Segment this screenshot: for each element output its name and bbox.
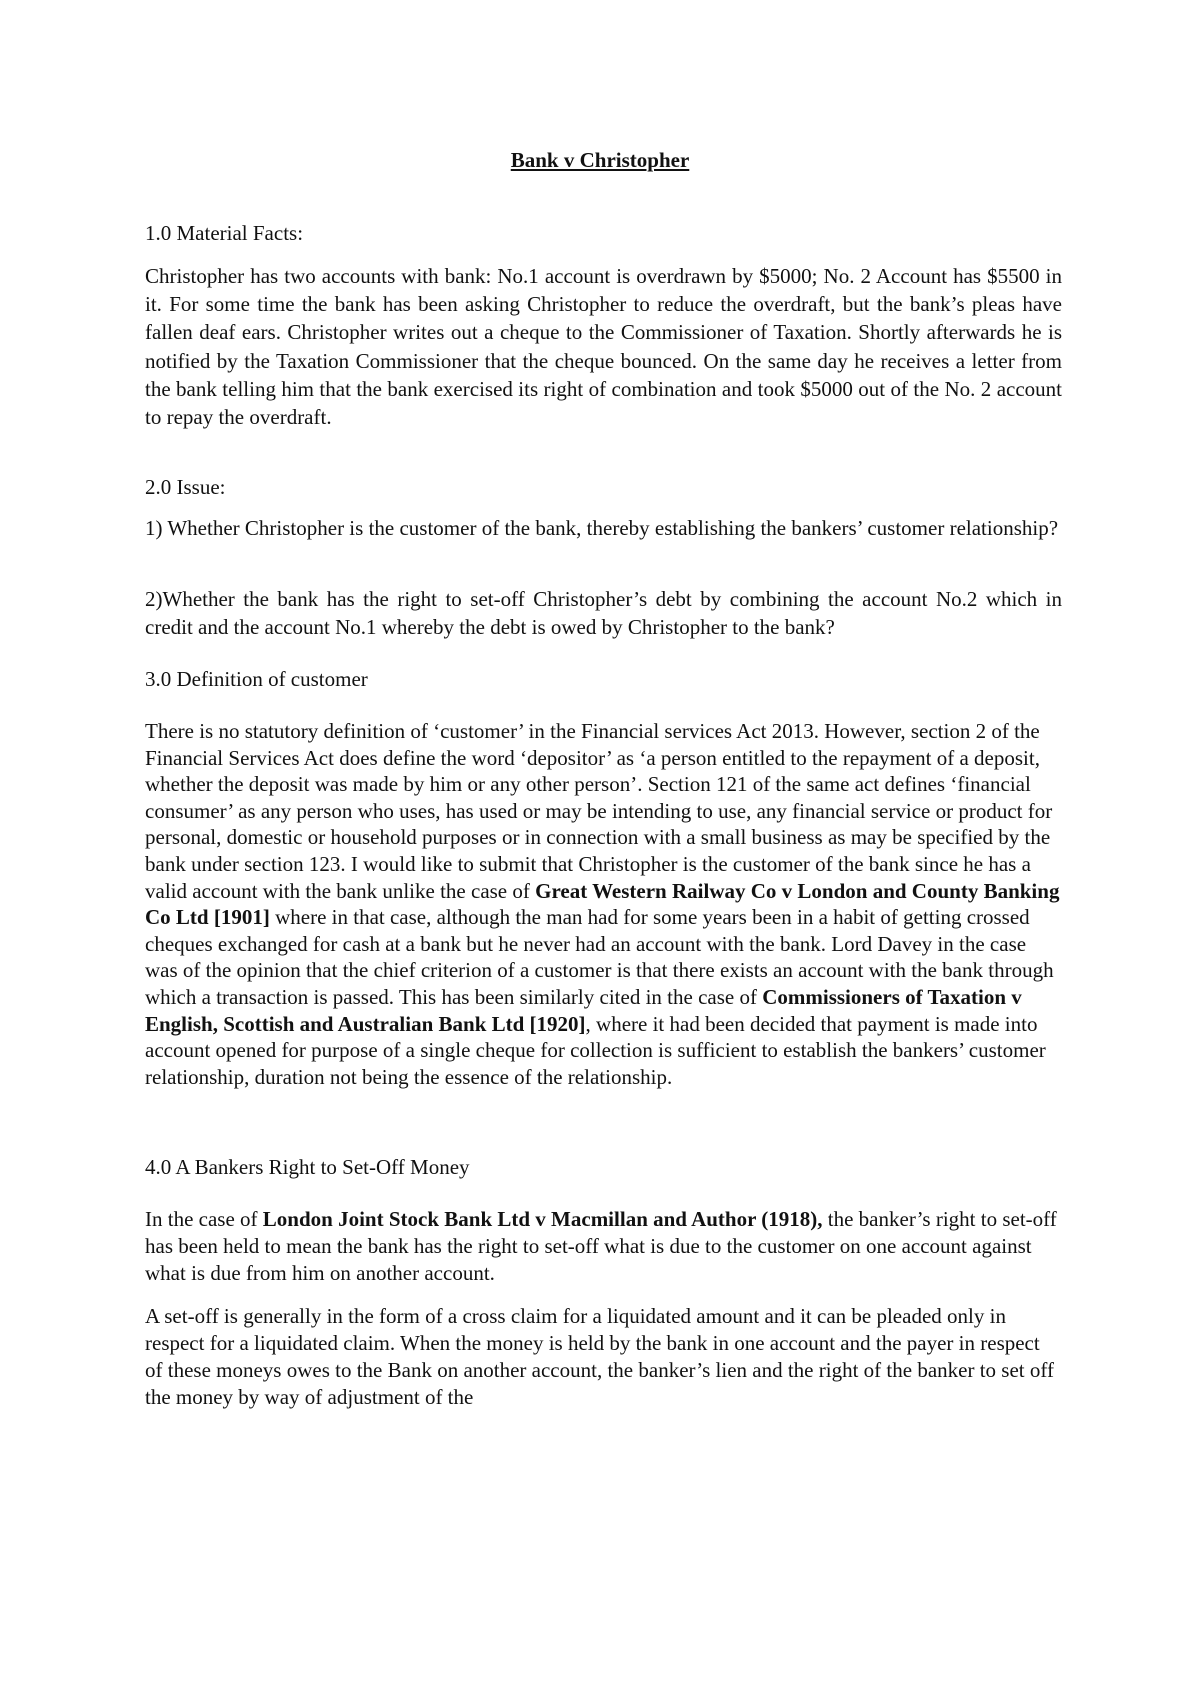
case-citation-london-joint-stock: London Joint Stock Bank Ltd v Macmillan and Author (1918), <box>262 1207 823 1231</box>
case-citation-commissioners-of-taxation: Commissioners of Taxation v English, Scottish and Australian Bank Ltd [1920] <box>145 984 1022 1036</box>
section-3 <box>145 665 1062 693</box>
issue-2-paragraph: 2)Whether the bank has the right to set-off Christopher’s debt by combining the account No.2 which in credit and the account No.1 whereby the debt is owed by Christopher to the bank? <box>145 587 1062 640</box>
section-1-body <box>145 262 1062 431</box>
document-title: Bank v Christopher <box>510 148 690 172</box>
section-3-body <box>145 718 1062 1090</box>
issue-1-paragraph: 1) Whether Christopher is the customer of the bank, thereby establishing the bankers’ customer relationship? <box>145 516 1059 540</box>
set-off-paragraph-1 <box>145 1206 1062 1287</box>
section-4 <box>145 1153 1062 1181</box>
set-off-paragraph-2: A set-off is generally in the form of a cross claim for a liquidated amount and it can be pleaded only in respect for a liquidated claim. When the money is held by the bank in one account and the payer in respect of these moneys owes to the Bank on another account, the banker’s lien and the right of the banker to set off the money by way of adjustment of the <box>145 1304 1054 1409</box>
set-off-text-post: the banker’s right to set-off has been held to mean the bank has the right to set-off what is due to the customer on one account against what is due from him on another account. <box>145 1207 1057 1285</box>
section-heading-definition-of-customer: 3.0 Definition of customer <box>145 667 368 691</box>
definition-text-part-3: , where it had been decided that payment is made into account opened for purpose of a single cheque for collection is sufficient to establish the bankers’ customer relationship, duration not being the essence of the relationship. <box>145 1011 1046 1089</box>
definition-text-part-2: where in that case, although the man had for some years been in a habit of getting crossed cheques exchanged for cash at a bank but he never had an account with the bank. Lord Davey in the case was of the opinion that the chief criterion of a customer is that there exists an account with the bank through which a transaction is passed. This has been similarly cited in the case of <box>145 905 1054 1009</box>
set-off-paragraph-1-block <box>145 1206 1062 1287</box>
set-off-paragraph-2-block <box>145 1303 1062 1411</box>
section-1 <box>145 219 1062 247</box>
issue-2-block <box>145 585 1062 641</box>
definition-of-customer-paragraph <box>145 718 1062 1090</box>
section-heading-issue: 2.0 Issue: <box>145 475 226 499</box>
issue-1-block <box>145 514 1062 542</box>
section-heading-set-off: 4.0 A Bankers Right to Set-Off Money <box>145 1155 470 1179</box>
section-heading-material-facts: 1.0 Material Facts: <box>145 221 304 245</box>
material-facts-paragraph: Christopher has two accounts with bank: No.1 account is overdrawn by $5000; No. 2 Account has $5500 in it. For some time the bank has been asking Christopher to reduce the overdraft, but the bank’s pleas have fallen deaf ears. Christopher writes out a cheque to the Commissioner of Taxation. Shortly afterwards he is notified by the Taxation Commissioner that the cheque bounced. On the same day he receives a letter from the bank telling him that the bank exercised its right of combination and took $5000 out of the No. 2 account to repay the overdraft. <box>145 264 1062 430</box>
definition-text-part-1: There is no statutory definition of ‘customer’ in the Financial services Act 2013. However, section 2 of the Financial Services Act does define the word ‘depositor’ as ‘a person entitled to the repayment of a deposit, whether the deposit was made by him or any other person’. Section 121 of the same act defines ‘financial consumer’ as any person who uses, has used or may be intending to use, any financial service or product for personal, domestic or household purposes or in connection with a small business as may be specified by the bank under section 123. I would like to submit that Christopher is the customer of the bank since he has a valid account with the bank unlike the case of <box>145 719 1053 903</box>
case-citation-great-western: Great Western Railway Co v London and County Banking Co Ltd [1901] <box>145 878 1060 930</box>
section-2 <box>145 473 1062 501</box>
set-off-text-pre: In the case of <box>145 1207 263 1231</box>
